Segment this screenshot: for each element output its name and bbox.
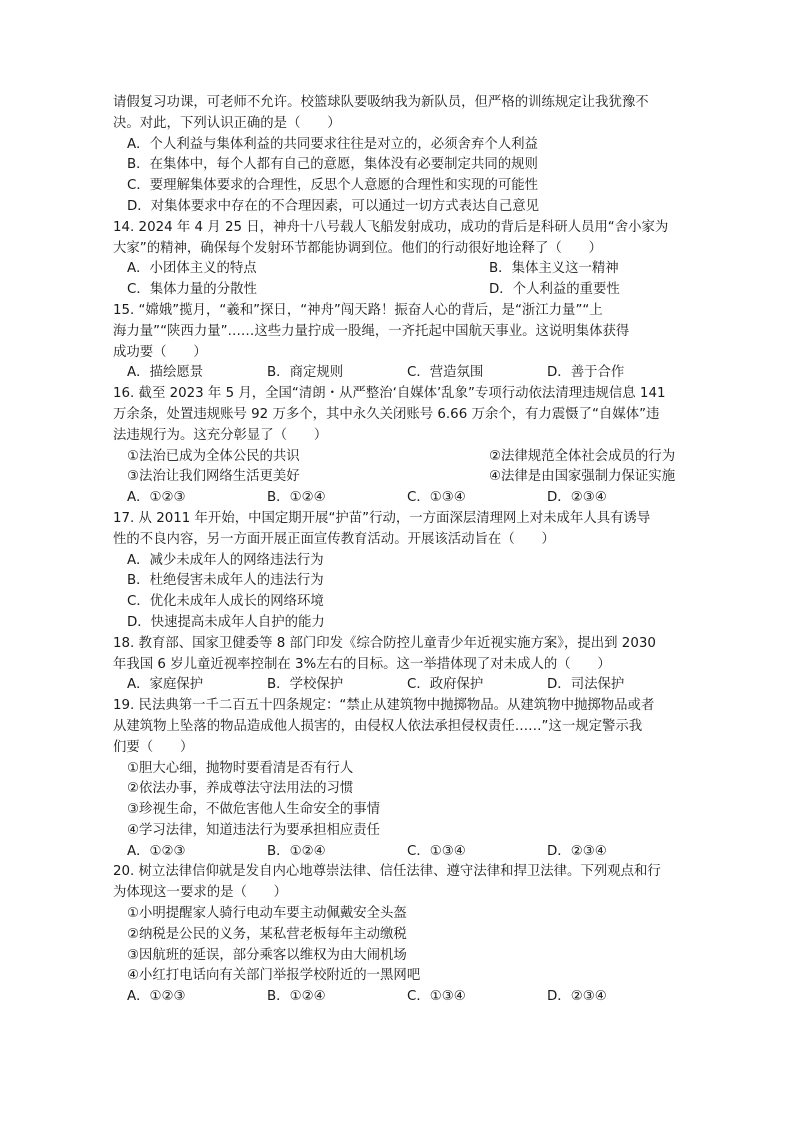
option-c: C．营造氛围 — [407, 365, 484, 381]
question-stem: 大家”的精神，确保每个发射环节都能协调到位。他们的行动很好地诠释了（ ） — [113, 240, 602, 256]
question-14 — [113, 218, 688, 301]
question-stem: 性的不良内容，另一方面开展正面宣传教育活动。开展该活动旨在（ ） — [113, 531, 555, 547]
question-17 — [113, 509, 688, 634]
option-b: B．集体主义这一精神 — [489, 261, 619, 277]
statement-row — [113, 467, 688, 488]
option-a: A．小团体主义的特点 — [127, 261, 257, 277]
statement-1: ①小明提醒家人骑行电动车要主动佩戴安全头盔 — [127, 906, 407, 922]
option-b: B．①②④ — [267, 843, 326, 859]
option-d: D．②③④ — [547, 490, 607, 506]
question-stem: 成功要（ ） — [113, 344, 207, 360]
question-16 — [113, 384, 688, 509]
question-stem: 从建筑物上坠落的物品造成他人损害的，由侵权人依法承担侵权责任……”这一规定警示我 — [113, 718, 643, 734]
option-a: A．①②③ — [127, 989, 186, 1005]
question-stem: 为体现这一要求的是（ ） — [113, 885, 288, 901]
option-row — [113, 363, 688, 384]
option-row — [113, 987, 688, 1008]
statement-4: ④法律是由国家强制力保证实施 — [489, 469, 676, 485]
question-stem: 16. 截至 2023 年 5 月，全国“清朗・从严整治‘自媒体’乱象”专项行动依法清理违规信息 141 — [113, 386, 666, 402]
option-a: A．减少未成年人的网络违法行为 — [127, 552, 324, 568]
question-stem: 14. 2024 年 4 月 25 日，神舟十八号载人飞船发射成功，成功的背后是科研人员用“舍小家为 — [113, 219, 669, 235]
option-b: B．商定规则 — [267, 365, 344, 381]
statement-2: ②法律规范全体社会成员的行为 — [489, 448, 676, 464]
option-row — [113, 842, 688, 863]
option-a: A．个人利益与集体利益的共同要求往往是对立的，必须舍弃个人利益 — [127, 136, 538, 152]
option-b: B．①②④ — [267, 989, 326, 1005]
option-row — [113, 675, 688, 696]
question-18 — [113, 634, 688, 696]
option-a: A．①②③ — [127, 843, 186, 859]
question-stem: 18. 教育部、国家卫健委等 8 部门印发《综合防控儿童青少年近视实施方案》，提出到 2030 — [113, 635, 656, 651]
option-row — [113, 280, 688, 301]
statement-3: ③法治让我们网络生活更美好 — [127, 469, 300, 485]
option-d: D．②③④ — [547, 843, 607, 859]
option-d: D．对集体要求中存在的不合理因素，可以通过一切方式表达自己意见 — [127, 198, 540, 214]
statement-3: ③因航班的延误，部分乘客以维权为由大闹机场 — [127, 947, 407, 963]
option-b: B．杜绝侵害未成年人的违法行为 — [127, 573, 324, 589]
option-c: C．集体力量的分散性 — [127, 282, 257, 298]
option-row — [113, 259, 688, 280]
option-d: D．②③④ — [547, 989, 607, 1005]
option-c: C．①③④ — [407, 490, 466, 506]
option-b: B．学校保护 — [267, 677, 344, 693]
question-stem: 海力量”“陕西力量”……这些力量拧成一股绳，一齐托起中国航天事业。这说明集体获得 — [113, 323, 630, 339]
statement-1: ①胆大心细，抛物时要看清是否有行人 — [127, 760, 354, 776]
question-stem: 20. 树立法律信仰就是发自内心地尊崇法律、信任法律、遵守法律和捍卫法律。下列观点和行 — [113, 864, 661, 880]
option-d: D．善于合作 — [547, 365, 625, 381]
question-stem: 年我国 6 岁儿童近视率控制在 3%左右的目标。这一举措体现了对未成人的（ ） — [113, 656, 611, 672]
question-stem: 17. 从 2011 年开始，中国定期开展“护苗”行动，一方面深层清理网上对未成年人具有诱导 — [113, 510, 651, 526]
statement-3: ③珍视生命，不做危害他人生命安全的事情 — [127, 802, 381, 818]
question-15 — [113, 301, 688, 384]
question-stem: 法违规行为。这充分彰显了（ ） — [113, 427, 328, 443]
question-stem: 19. 民法典第一千二百五十四条规定：“禁止从建筑物中抛掷物品。从建筑物中抛掷物品或者 — [113, 698, 655, 714]
option-c: C．①③④ — [407, 843, 466, 859]
statement-4: ④学习法律，知道违法行为要承担相应责任 — [127, 822, 381, 838]
option-a: A．家庭保护 — [127, 677, 204, 693]
option-c: C．优化未成年人成长的网络环境 — [127, 594, 324, 610]
option-a: A．①②③ — [127, 490, 186, 506]
question-stem: 万余条，处置违规账号 92 万多个，其中永久关闭账号 6.66 万余个，有力震慑了“自媒体”违 — [113, 406, 660, 422]
question-19 — [113, 696, 688, 862]
option-d: D．个人利益的重要性 — [489, 282, 620, 298]
question-13 — [113, 93, 688, 218]
option-d: D．快速提高未成年人自护的能力 — [127, 614, 325, 630]
option-c: C．要理解集体要求的合理性，反思个人意愿的合理性和实现的可能性 — [127, 178, 539, 194]
option-c: C．政府保护 — [407, 677, 484, 693]
option-row — [113, 488, 688, 509]
statement-2: ②依法办事，养成尊法守法用法的习惯 — [127, 781, 354, 797]
statement-row — [113, 447, 688, 468]
statement-4: ④小红打电话向有关部门举报学校附近的一黑网吧 — [127, 968, 421, 984]
statement-1: ①法治已成为全体公民的共识 — [127, 448, 300, 464]
option-a: A．描绘愿景 — [127, 365, 204, 381]
option-b: B．①②④ — [267, 490, 326, 506]
question-20 — [113, 862, 688, 1008]
question-stem: 15. “嫦娥”揽月，“羲和”探日，“神舟”闯天路！振奋人心的背后，是“浙江力量”“上 — [113, 302, 603, 318]
option-c: C．①③④ — [407, 989, 466, 1005]
exam-page — [113, 93, 688, 1008]
statement-2: ②纳税是公民的义务，某私营老板每年主动缴税 — [127, 926, 407, 942]
question-stem: 决。对此，下列认识正确的是（ ） — [113, 115, 341, 131]
option-b: B．在集体中，每个人都有自己的意愿，集体没有必要制定共同的规则 — [127, 157, 538, 173]
option-d: D．司法保护 — [547, 677, 625, 693]
question-stem: 们要（ ） — [113, 739, 194, 755]
question-stem: 请假复习功课，可老师不允许。校篮球队要吸纳我为新队员，但严格的训练规定让我犹豫不 — [113, 95, 649, 110]
